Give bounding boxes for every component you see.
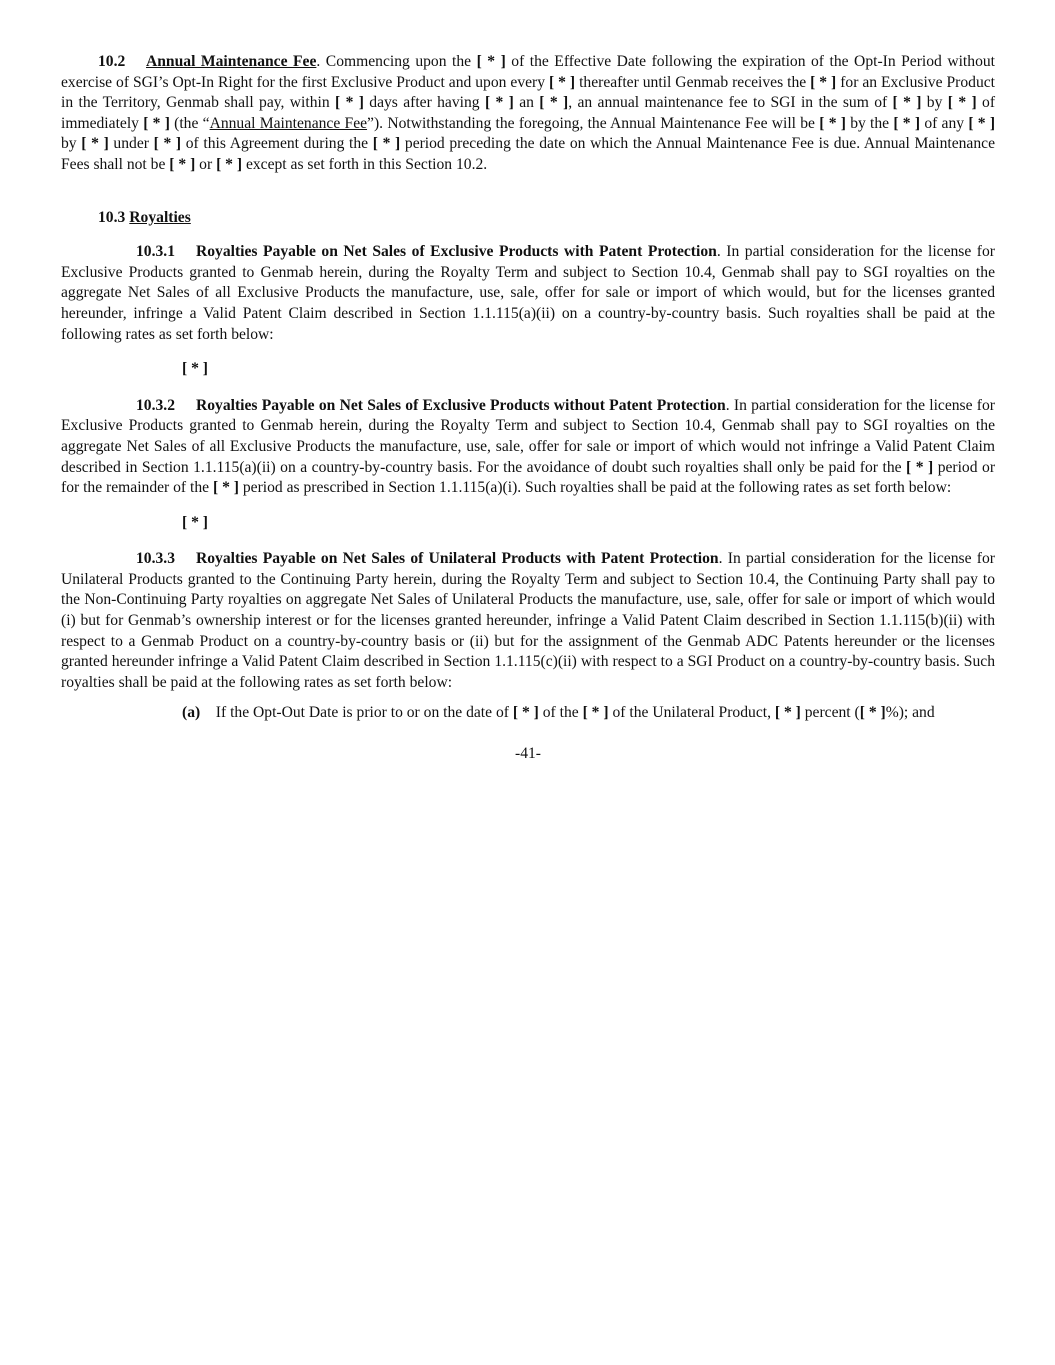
royalty-rate-redacted: [ * ] [182,360,208,378]
body-text: of the Effective Date following the expiration of the Opt-In Period without exercise of SGI’s Opt-In Right for the first Exclusive Product and upon every [61,53,995,91]
body-text: by [61,135,82,153]
section-number: 10.3.2 [136,396,175,414]
redaction: [ * ] [539,94,569,112]
section-number: 10.2 [98,53,126,70]
redaction: [ * ] [893,114,921,132]
redaction: [ * ] [892,94,922,112]
body-text: (the “ [169,114,210,132]
redaction: [ * ] [582,704,609,722]
section-10-2-paragraph [61,52,995,176]
redaction: [ * ] [484,94,514,112]
section-number: 10.3.3 [136,550,175,568]
body-text: under [108,135,154,153]
redaction: [ * ] [335,94,364,112]
redaction: [ * ] [906,458,934,476]
redaction: [ * ] [153,135,182,153]
body-text: for an Exclusive Product in the Territory, Genmab shall pay, within [61,73,995,112]
body-text: of the Unilateral Product, [608,704,775,722]
redaction: [ * ] [216,155,243,173]
body-text: of the [538,704,583,722]
redaction: [ * ] [372,135,401,153]
redaction: [ * ] [169,155,196,173]
section-10-3-heading [98,208,995,229]
body-text: ”). Notwithstanding the foregoing, the Annual Maintenance Fee will be [367,114,820,132]
body-text: period as prescribed in Section 1.1.115(a)(i). Such royalties shall be paid at the following rates as set forth below: [238,479,952,497]
section-number: 10.3.1 [136,243,175,261]
redaction: [ * ] [476,53,506,70]
body-text: by [921,94,948,112]
body-text: period preceding the date on which the Annual Maintenance Fee is due. Annual Maintenance Fees shall not be [61,135,995,173]
redaction: [ * ] [947,94,977,112]
section-10-3-2-paragraph [61,396,995,499]
body-text: . In partial consideration for the license for Unilateral Products granted to the Continuing Party herein, during the Royalty Term and subject to Section 10.4, the Continuing Party shall pay to the Non-Continuing Party royalties on aggregate Net Sales of Unilateral Products the manufacture, use, sale, offer for sale or import of which would (i) but for Genmab’s ownership interest or for the licenses granted hereunder, infringe a Valid Patent Claim described in Section 1.1.115(b)(ii) with respect to a Genmab Product on a country-by-country basis or (ii) but for the assignment of the Genmab ADC Patents hereunder or the licenses granted hereunder infringe a Valid Patent Claim described in Section 1.1.115(c)(ii) with respect to a SGI Product on a country-by-country basis. Such royalties shall be paid at the following rates as set forth below: [61,550,995,691]
redaction: [ * ] [512,704,539,722]
section-heading: Royalties Payable on Net Sales of Exclusive Products with Patent Protection [196,243,717,261]
redaction: [ * ] [143,114,170,132]
body-text: of any [920,114,969,132]
body-text: If the Opt-Out Date is prior to or on the date of [215,704,513,722]
redaction: [ * ] [819,114,846,132]
section-number: 10.3 [98,208,126,226]
body-text: . Commencing upon the [316,53,477,70]
redaction: [ * ] [859,704,886,722]
royalty-rate-redacted: [ * ] [182,513,208,531]
redaction: [ * ] [810,73,837,91]
redaction: [ * ] [212,479,239,497]
section-10-3-3-paragraph [61,549,995,693]
redaction: [ * ] [81,135,109,153]
body-text: . In partial consideration for the license for Exclusive Products granted to Genmab herein, during the Royalty Term and subject to Section 10.4, Genmab shall pay to SGI royalties on the aggregate Net Sales of all Exclusive Products the manufacture, use, sale, offer for sale or import of which would, but for the licenses granted hereunder, infringe a Valid Patent Claim described in Section 1.1.115(a)(ii) on a country-by-country basis. Such royalties shall be paid at the following rates as set forth below: [61,243,995,343]
body-text: %); and [885,704,935,722]
section-heading: Royalties [129,208,191,226]
body-text: or [195,155,217,173]
item-a-paragraph [61,703,995,724]
defined-term: Annual Maintenance Fee [209,114,368,132]
body-text: except as set forth in this Section 10.2. [242,155,488,173]
redaction: [ * ] [549,73,576,91]
item-label: (a) [182,704,201,722]
body-text: of immediately [61,94,996,132]
body-text: . In partial consideration for the license for Exclusive Products granted to Genmab herein, during the Royalty Term and subject to Section 10.4, Genmab shall pay to SGI royalties on the aggregate Net Sales of all Exclusive Products the manufacture, use, sale, offer for sale or import of which would not infringe a Valid Patent Claim described in Section 1.1.115(a)(ii) on a country-by-country basis. For the avoidance of doubt such royalties shall only be paid for the [61,396,995,476]
section-heading: Annual Maintenance Fee [146,53,317,70]
body-text: period or for the remainder of the [61,458,996,497]
redaction: [ * ] [968,114,996,132]
redaction: [ * ] [774,704,801,722]
body-text: days after having [363,94,485,112]
body-text: an [513,94,540,112]
section-10-3-1-paragraph [61,242,995,345]
section-heading: Royalties Payable on Net Sales of Exclusive Products without Patent Protection [196,396,726,414]
body-text: of this Agreement during the [181,135,373,153]
document-page [61,52,995,765]
body-text: , an annual maintenance fee to SGI in the sum of [568,94,893,112]
body-text: by the [845,114,894,132]
body-text: percent ( [800,704,860,722]
page-number: -41- [515,745,541,763]
body-text: thereafter until Genmab receives the [575,73,811,91]
section-heading: Royalties Payable on Net Sales of Unilateral Products with Patent Protection [196,550,719,568]
